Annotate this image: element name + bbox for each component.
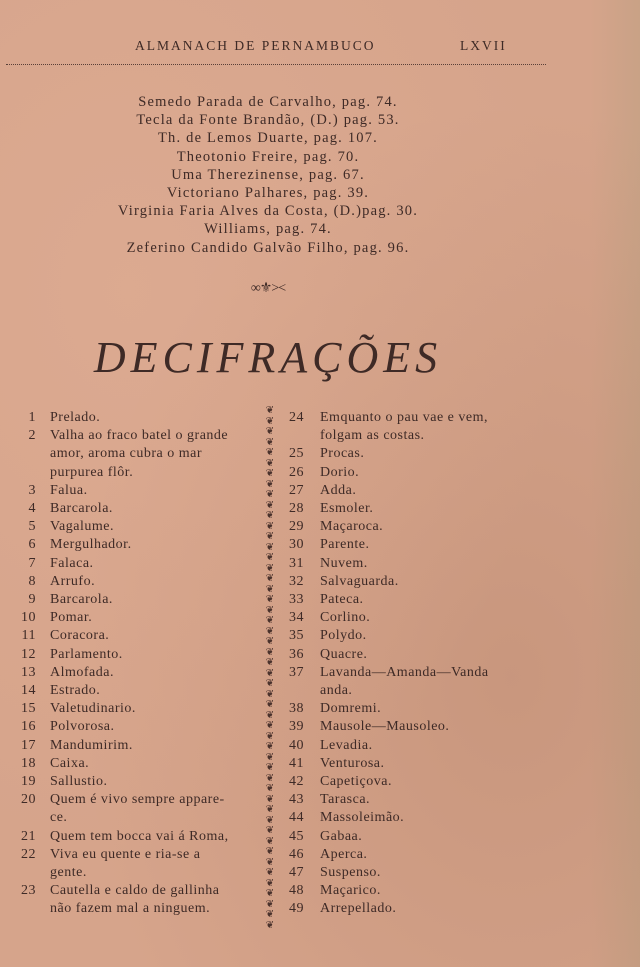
divider-ornament-icon: ❦ [265, 636, 275, 647]
author-entry: Theotonio Freire, pag. 70. [176, 148, 360, 165]
answer-text: Corlino. [320, 610, 371, 626]
answers-right-column [276, 409, 546, 919]
answer-number: 49 [289, 901, 304, 917]
answer-entry [276, 518, 546, 536]
answer-text: Vagalume. [50, 519, 114, 535]
answer-text: Parente. [320, 537, 370, 553]
answer-continuation: gente. [50, 865, 87, 881]
answer-number: 48 [289, 883, 304, 899]
answer-entry [8, 737, 268, 755]
divider-ornament-icon: ❦ [265, 447, 275, 458]
answer-entry [8, 409, 268, 427]
answer-entry [8, 700, 268, 718]
answer-entry [276, 882, 546, 900]
author-entry: Semedo Parada de Carvalho, pag. 74. [138, 94, 398, 110]
answer-number: 31 [289, 555, 304, 571]
answer-number: 39 [289, 719, 304, 735]
divider-ornament-icon: ❦ [265, 699, 275, 710]
answer-number: 43 [289, 792, 304, 808]
column-divider-ornament [263, 406, 277, 931]
answer-entry [276, 791, 546, 809]
divider-ornament-icon: ❦ [265, 898, 275, 910]
answer-text: Quem tem bocca vai á Roma, [50, 828, 229, 844]
header-rule [6, 64, 546, 65]
answer-text: Caixa. [50, 755, 90, 771]
divider-ornament-icon: ❦ [265, 426, 275, 437]
answer-text: Valha ao fraco batel o grande [50, 428, 229, 444]
divider-ornament-icon: ❦ [265, 688, 275, 700]
section-title: DECIFRAÇÕES [93, 333, 443, 382]
answer-text: Emquanto o pau vae e vem, [320, 410, 489, 425]
answer-text: Procas. [320, 446, 365, 462]
answer-number: 13 [21, 664, 36, 680]
answer-number: 34 [289, 610, 304, 626]
author-entry: Th. de Lemos Duarte, pag. 107. [157, 130, 379, 147]
answer-number: 2 [28, 428, 36, 444]
answer-continuation: amor, aroma cubra o mar [50, 446, 203, 462]
answer-number: 33 [289, 592, 304, 608]
running-title: ALMANACH DE PERNAMBUCO [135, 38, 376, 53]
answer-entry [276, 409, 546, 427]
answer-text: Tarasca. [320, 792, 371, 808]
answer-number: 45 [289, 828, 304, 844]
answer-entry [8, 791, 268, 809]
divider-ornament-icon: ❦ [265, 573, 275, 584]
author-index-list [0, 93, 536, 257]
answer-number: 47 [289, 865, 304, 881]
answer-entry [8, 427, 268, 445]
answer-number: 36 [289, 646, 304, 662]
answer-text: Polvorosa. [50, 719, 115, 735]
answer-number: 37 [289, 664, 304, 680]
answer-text: Adda. [320, 482, 357, 498]
answer-text: Almofada. [50, 664, 114, 680]
answer-entry [276, 609, 546, 627]
answer-text: Falaca. [50, 555, 94, 571]
answer-entry [276, 573, 546, 591]
answer-number: 11 [21, 628, 36, 644]
answer-entry [276, 591, 546, 609]
answer-text: Mausole—Mausoleo. [320, 719, 450, 735]
answer-number: 40 [289, 737, 304, 753]
answer-entry [276, 646, 546, 664]
answer-number: 14 [21, 683, 36, 699]
divider-ornament-icon: ❦ [265, 436, 275, 448]
answer-number: 25 [289, 446, 304, 462]
divider-ornament-icon: ❦ [265, 562, 275, 574]
answer-entry [8, 627, 268, 645]
divider-ornament-icon: ❦ [265, 457, 275, 469]
answer-number: 41 [289, 755, 304, 771]
divider-ornament-icon: ❦ [265, 835, 275, 847]
ornament-divider [0, 280, 536, 297]
divider-ornament-icon: ❦ [265, 741, 275, 752]
divider-ornament-icon: ❦ [265, 468, 275, 479]
divider-ornament-icon: ❦ [265, 552, 275, 563]
author-entry: Uma Therezinense, pag. 67. [171, 166, 365, 183]
answer-entry [8, 846, 268, 864]
divider-ornament-icon: ❦ [265, 919, 275, 931]
divider-ornament-icon: ❦ [265, 909, 275, 920]
answer-text: Pateca. [320, 592, 364, 608]
divider-ornament-icon: ❦ [265, 856, 275, 868]
divider-ornament-icon: ❦ [265, 510, 275, 521]
divider-ornament-icon: ❦ [265, 531, 275, 542]
answer-number: 30 [289, 537, 304, 553]
page-number: LXVII [460, 38, 507, 53]
answer-entry [276, 536, 546, 554]
answer-continuation: anda. [320, 683, 353, 699]
answers-left-column [8, 409, 268, 919]
answer-number: 46 [289, 846, 304, 862]
answer-entry [8, 755, 268, 773]
answer-text: Cautella e caldo de gallinha [50, 883, 220, 899]
author-entry: Virginia Faria Alves da Costa, (D.)pag. 30. [117, 203, 419, 220]
answer-entry [276, 700, 546, 718]
answer-continuation: não fazem mal a ninguem. [50, 901, 211, 917]
answer-text: Salvaguarda. [320, 573, 399, 589]
answer-number: 22 [21, 846, 36, 862]
answer-number: 35 [289, 628, 304, 644]
answer-text: Parlamento. [50, 646, 123, 662]
divider-ornament-icon: ❦ [265, 783, 275, 794]
answer-text: Venturosa. [320, 755, 385, 771]
answer-entry [276, 809, 546, 827]
answer-entry [8, 773, 268, 791]
divider-ornament-icon: ❦ [265, 657, 275, 668]
answer-entry [8, 500, 268, 518]
divider-ornament-icon: ❦ [265, 678, 275, 689]
answer-entry [276, 828, 546, 846]
divider-ornament-icon: ❦ [265, 625, 275, 637]
answer-number: 19 [21, 774, 36, 790]
answer-entry [8, 664, 268, 682]
answer-text: Gabaa. [320, 828, 363, 844]
divider-ornament-icon: ❦ [265, 520, 275, 532]
answer-entry [276, 555, 546, 573]
answer-text: Capetiçova. [320, 774, 392, 790]
divider-ornament-icon: ❦ [265, 804, 275, 815]
author-entry: Tecla da Fonte Brandão, (D.) pag. 53. [136, 112, 400, 129]
answer-text: Pomar. [50, 610, 93, 626]
answer-number: 18 [21, 755, 36, 771]
divider-ornament-icon: ❦ [265, 846, 275, 857]
running-header [0, 38, 640, 58]
answer-entry [8, 682, 268, 700]
answer-text: Mergulhador. [50, 537, 132, 553]
answer-text: Levadia. [320, 737, 373, 753]
divider-ornament-icon: ❦ [265, 604, 275, 616]
answer-text: Lavanda—Amanda—Vanda [320, 664, 489, 680]
answer-entry [8, 828, 268, 846]
answer-number: 9 [28, 592, 36, 608]
answer-number: 10 [21, 610, 36, 626]
answer-number: 16 [21, 719, 36, 735]
answer-number: 44 [289, 810, 304, 826]
answer-number: 7 [28, 555, 36, 571]
answer-entry [276, 500, 546, 518]
answer-entry [276, 864, 546, 882]
ornament-glyphs: ∞⚜︎>< [250, 281, 286, 296]
divider-ornament-icon: ❦ [265, 730, 275, 742]
divider-ornament-icon: ❦ [265, 499, 275, 511]
answer-number: 15 [21, 701, 36, 717]
answer-text: Quacre. [320, 646, 368, 662]
divider-ornament-icon: ❦ [265, 709, 275, 721]
answer-entry [276, 737, 546, 755]
divider-ornament-icon: ❦ [265, 646, 275, 658]
divider-ornament-icon: ❦ [265, 825, 275, 836]
answer-number: 5 [28, 519, 36, 535]
answer-text: Mandumirim. [50, 737, 133, 753]
author-entry: Victoriano Palhares, pag. 39. [166, 185, 370, 202]
answer-text: Arrufo. [50, 573, 96, 589]
answer-entry [276, 627, 546, 645]
answer-entry [276, 482, 546, 500]
answer-number: 32 [289, 573, 304, 589]
divider-ornament-icon: ❦ [265, 489, 275, 500]
answer-number: 28 [289, 501, 304, 517]
divider-ornament-icon: ❦ [265, 667, 275, 679]
answer-text: Valetudinario. [50, 701, 136, 717]
answer-number: 3 [28, 482, 36, 498]
divider-ornament-icon: ❦ [265, 478, 275, 490]
answer-number: 4 [28, 501, 36, 517]
answer-entry [8, 482, 268, 500]
answer-number: 12 [21, 646, 36, 662]
divider-ornament-icon: ❦ [265, 877, 275, 889]
answer-entry [276, 900, 546, 918]
divider-ornament-icon: ❦ [265, 772, 275, 784]
divider-ornament-icon: ❦ [265, 793, 275, 805]
answer-text: Suspenso. [320, 865, 381, 881]
answer-number: 23 [21, 883, 36, 899]
answer-text: Maçarico. [320, 883, 381, 899]
author-entry: Williams, pag. 74. [204, 221, 332, 238]
divider-ornament-icon: ❦ [265, 814, 275, 826]
answer-text: Maçaroca. [320, 519, 384, 535]
answer-number: 42 [289, 774, 304, 790]
answer-text: Arrepellado. [320, 901, 397, 917]
answer-entry [8, 555, 268, 573]
answer-text: Barcarola. [50, 592, 113, 608]
divider-ornament-icon: ❦ [265, 406, 275, 416]
divider-ornament-icon: ❦ [265, 888, 275, 899]
answer-text: Polydo. [320, 628, 367, 644]
answer-entry [8, 609, 268, 627]
answer-number: 26 [289, 464, 304, 480]
answer-entry [8, 882, 268, 900]
answer-text: Quem é vivo sempre appare- [50, 792, 225, 808]
answer-text: Esmoler. [320, 501, 374, 517]
answer-entry [8, 518, 268, 536]
answer-entry [276, 445, 546, 463]
answer-text: Domremi. [320, 701, 382, 717]
divider-ornament-icon: ❦ [265, 583, 275, 595]
answer-continuation: folgam as costas. [320, 428, 425, 444]
answer-number: 21 [21, 828, 36, 844]
answer-text: Sallustio. [50, 774, 108, 790]
answer-entry [276, 773, 546, 791]
answer-number: 24 [289, 410, 304, 425]
answer-number: 27 [289, 482, 304, 498]
divider-ornament-icon: ❦ [265, 594, 275, 605]
answer-text: Coracora. [50, 628, 110, 644]
answer-text: Barcarola. [50, 501, 113, 517]
answer-entry [276, 755, 546, 773]
answer-text: Estrado. [50, 683, 101, 699]
answer-entry [276, 464, 546, 482]
answer-entry [276, 846, 546, 864]
answer-entry [8, 573, 268, 591]
answer-text: Dorio. [320, 464, 360, 480]
answer-entry [276, 718, 546, 736]
divider-ornament-icon: ❦ [265, 541, 275, 553]
answer-number: 20 [21, 792, 36, 808]
answer-number: 38 [289, 701, 304, 717]
answer-continuation: purpurea flôr. [50, 464, 134, 480]
answer-text: Viva eu quente e ria-se a [50, 846, 201, 862]
answer-entry [8, 718, 268, 736]
answer-number: 1 [28, 410, 36, 425]
divider-ornament-icon: ❦ [265, 867, 275, 878]
divider-ornament-icon: ❦ [265, 762, 275, 773]
answer-number: 29 [289, 519, 304, 535]
divider-ornament-icon: ❦ [265, 751, 275, 763]
divider-ornament-icon: ❦ [265, 720, 275, 731]
divider-ornament-icon: ❦ [265, 615, 275, 626]
answer-number: 8 [28, 573, 36, 589]
answer-number: 17 [21, 737, 36, 753]
answer-text: Aperca. [320, 846, 368, 862]
answer-entry [276, 664, 546, 682]
author-entry: Zeferino Candido Galvão Filho, pag. 96. [126, 239, 410, 256]
divider-ornament-icon: ❦ [265, 415, 275, 427]
answer-entry [8, 591, 268, 609]
answer-number: 6 [28, 537, 36, 553]
answer-text: Falua. [50, 482, 88, 498]
answer-text: Massoleimão. [320, 810, 405, 826]
answer-entry [8, 536, 268, 554]
answer-entry [8, 646, 268, 664]
answer-continuation: ce. [50, 810, 68, 826]
answer-text: Nuvem. [320, 555, 368, 571]
answer-text: Prelado. [50, 410, 101, 425]
